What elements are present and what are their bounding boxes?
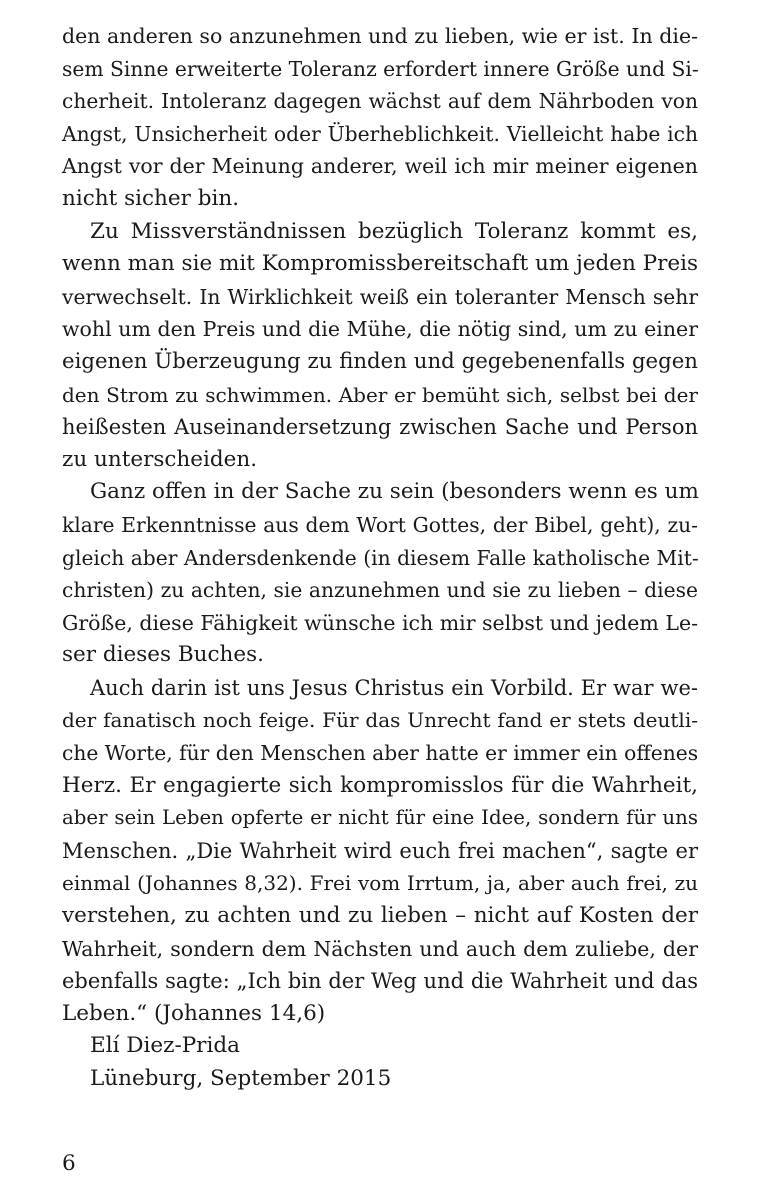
text-line: aber sein Leben opferte er nicht für eine Idee, sondern für uns <box>62 806 698 830</box>
text-line: einmal (Johannes 8,32). Frei vom Irrtum, ja, aber auch frei, zu <box>62 871 698 896</box>
text-line: verwechselt. In Wirklichkeit weiß ein toleranter Mensch sehr <box>62 284 698 309</box>
text-line: wenn man sie mit Kompromissbereitschaft um jeden Preis <box>62 251 699 277</box>
text-line: klare Erkenntnisse aus dem Wort Gottes, der Bibel, geht), zu- <box>62 512 698 537</box>
text-line: Zu Missverständnissen bezüglich Toleranz kommt es, <box>90 218 698 244</box>
text-line: nicht sicher bin. <box>62 185 240 211</box>
text-line: wohl um den Preis und die Mühe, die nötig sind, um zu einer <box>62 317 698 342</box>
text-line: zu unterscheiden. <box>62 446 258 472</box>
text-line: Menschen. „Die Wahrheit wird euch frei machen“, sagte er <box>62 838 698 863</box>
page-body <box>62 20 698 1030</box>
text-line: cherheit. Intoleranz dagegen wächst auf dem Nährboden von <box>62 89 698 114</box>
signature-block <box>90 1030 391 1095</box>
text-line: sem Sinne erweiterte Toleranz erfordert innere Größe und Si- <box>62 56 699 81</box>
text-line: christen) zu achten, sie anzunehmen und sie zu lieben – diese <box>62 578 698 603</box>
text-line: Größe, diese Fähigkeit wünsche ich mir selbst und jedem Le- <box>62 610 699 635</box>
text-line: Auch darin ist uns Jesus Christus ein Vorbild. Er war we- <box>90 675 698 700</box>
paragraph <box>62 20 698 216</box>
text-line: den Strom zu schwimmen. Aber er bemüht sich, selbst bei der <box>62 382 698 407</box>
text-line: Leben.“ (Johannes 14,6) <box>62 1000 326 1026</box>
text-line: verstehen, zu achten und zu lieben – nicht auf Kosten der <box>62 903 698 929</box>
text-line: Ganz offen in der Sache zu sein (besonders wenn es um <box>90 479 699 505</box>
text-line: che Worte, für den Menschen aber hatte er immer ein offenes <box>62 741 699 766</box>
text-line: ebenfalls sagte: „Ich bin der Weg und die Wahrheit und das <box>62 969 698 994</box>
text-line: Wahrheit, sondern dem Nächsten und auch dem zuliebe, der <box>62 936 698 961</box>
text-line: Herz. Er engagierte sich kompromisslos für die Wahrheit, <box>62 772 698 798</box>
text-line: heißesten Auseinandersetzung zwischen Sache und Person <box>62 415 698 440</box>
paragraph <box>62 216 698 477</box>
text-line: Angst, Unsicherheit oder Überheblichkeit. Vielleicht habe ich <box>62 121 698 146</box>
place-date: Lüneburg, September 2015 <box>90 1065 392 1091</box>
paragraph <box>62 672 698 1031</box>
text-line: eigenen Überzeugung zu finden und gegebenenfalls gegen <box>62 348 698 374</box>
text-line: der fanatisch noch feige. Für das Unrecht fand er stets deutli- <box>62 708 698 733</box>
page-number: 6 <box>62 1151 76 1176</box>
paragraph <box>62 476 698 672</box>
text-line: Angst vor der Meinung anderer, weil ich mir meiner eigenen <box>62 154 698 179</box>
text-line: ser dieses Buches. <box>62 642 264 668</box>
text-line: den anderen so anzunehmen und zu lieben, wie er ist. In die- <box>62 24 698 48</box>
author-name: Elí Diez-Prida <box>90 1033 240 1058</box>
text-line: gleich aber Andersdenkende (in diesem Falle katholische Mit- <box>62 545 699 570</box>
